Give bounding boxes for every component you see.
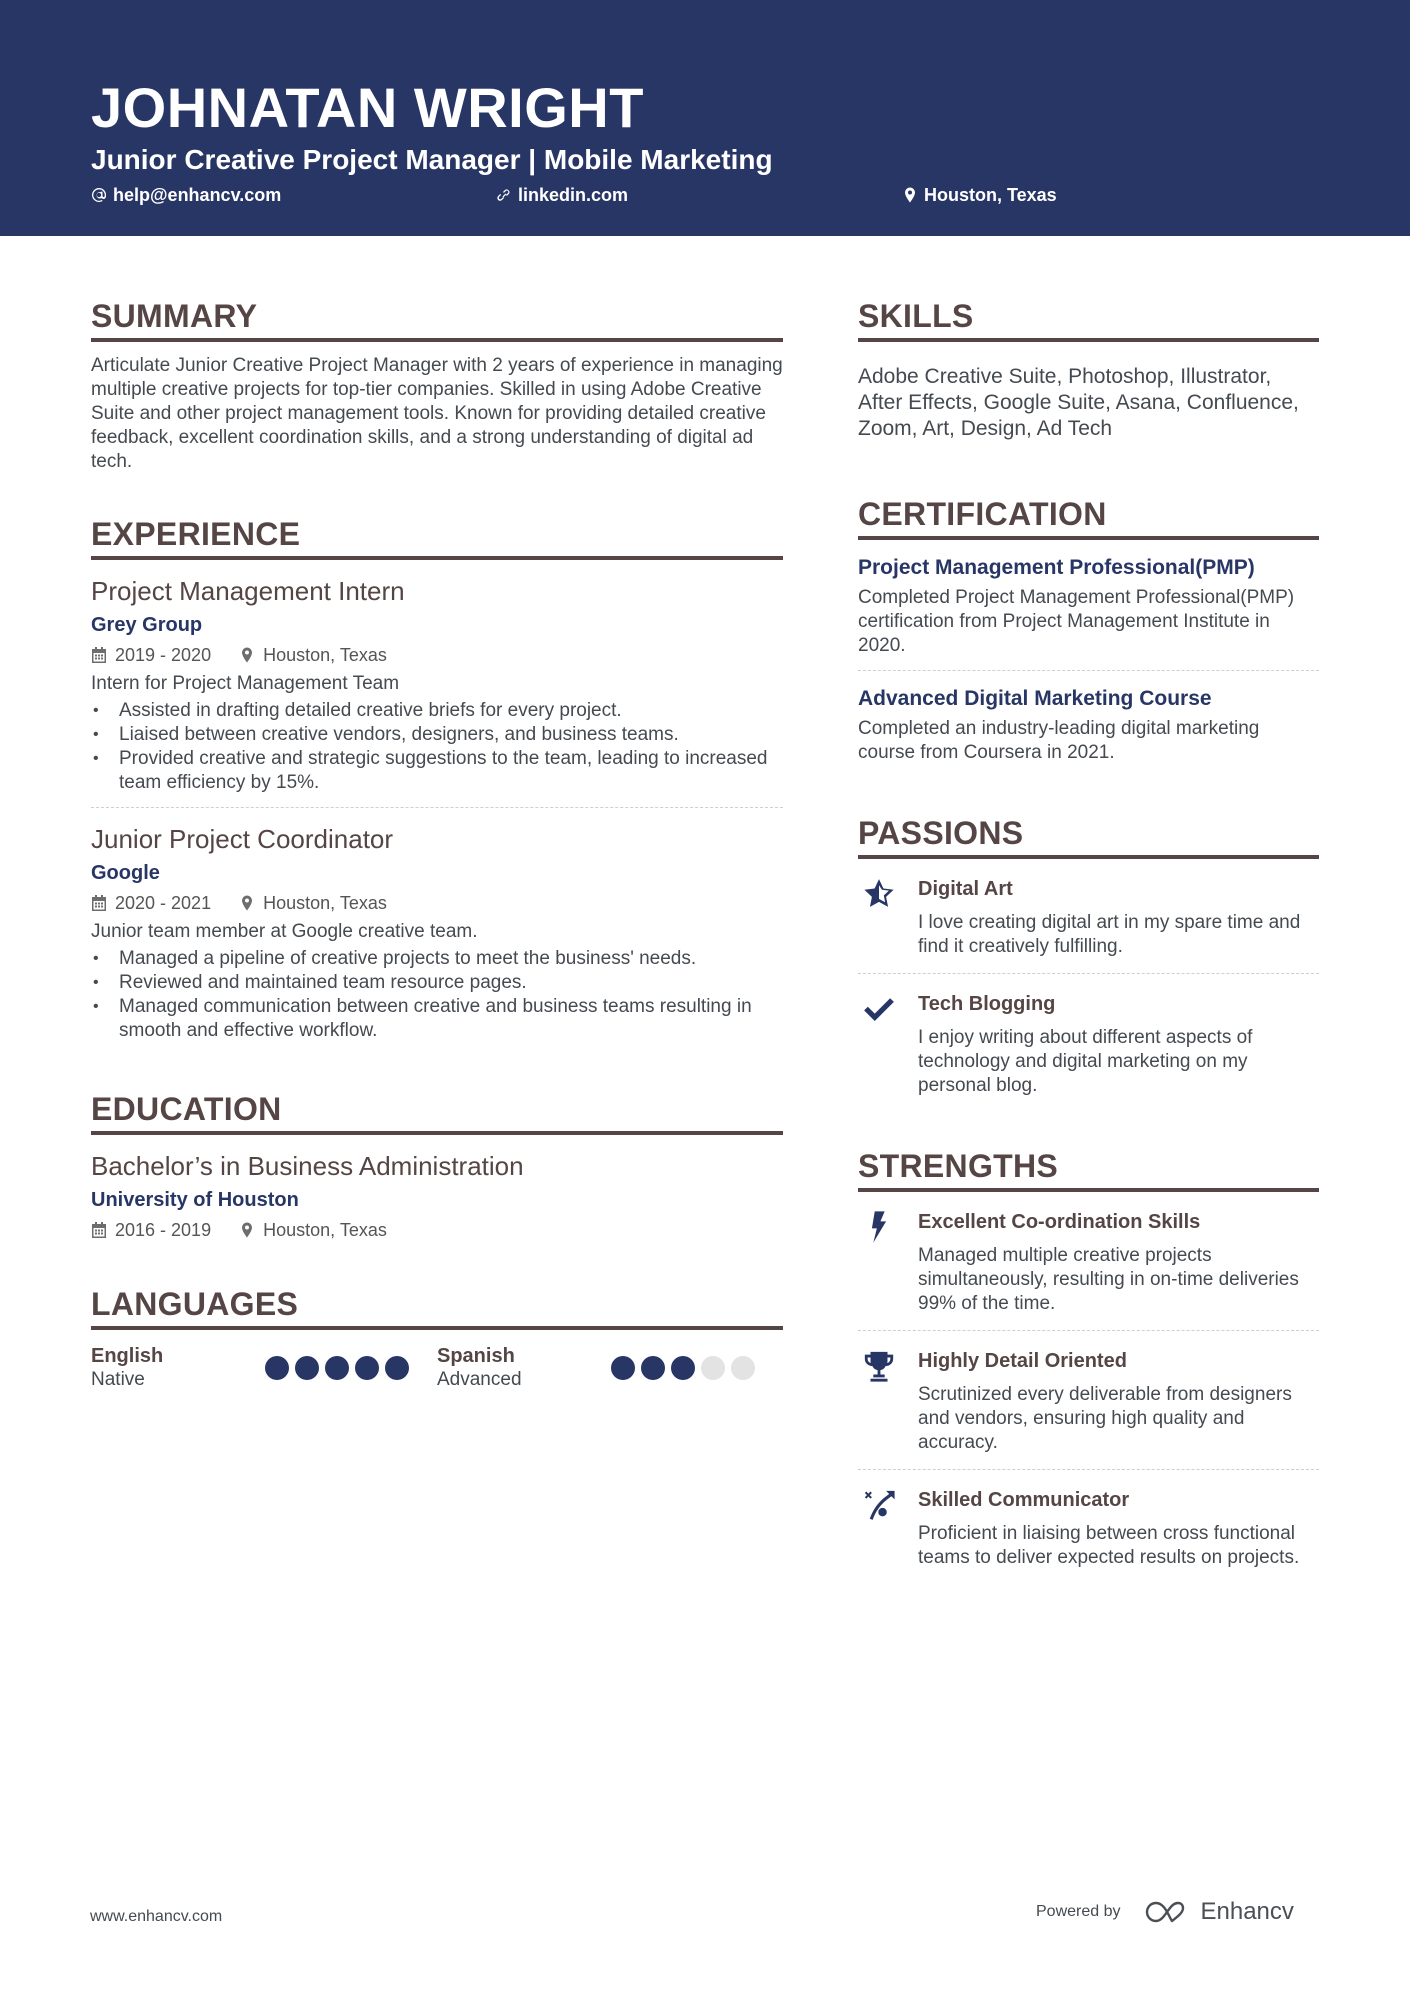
enhancv-logo[interactable] [1143,1898,1294,1926]
calendar-icon [91,647,107,663]
passion-description: I enjoy writing about different aspects of technology and digital marketing on my personal blog. [918,1027,1253,1096]
education-meta [91,1216,783,1244]
job-bullet: • Provided creative and strategic suggestions to the team, leading to increased team efficiency by 15%. [91,747,783,795]
languages-list [91,1344,783,1392]
job-bullet: • Liaised between creative vendors, designers, and business teams. [91,723,783,747]
section-title-certification: CERTIFICATION [858,494,1319,540]
contact-email-text: help@enhancv.com [113,185,282,205]
skills-text: Adobe Creative Suite, Photoshop, Illustrator, After Effects, Google Suite, Asana, Confluence, Zoom, Art, Design, Ad Tech [858,365,1299,440]
job-dates: 2020 - 2021 [115,893,212,913]
certification-section [858,494,1319,777]
location-pin-icon [239,647,255,663]
strength-description: Proficient in liaising between cross functional teams to deliver expected results on projects. [918,1523,1300,1568]
calendar-icon [91,1222,107,1238]
footer-branding [1036,1898,1294,1926]
language-item [91,1344,437,1392]
strength-item [858,1469,1319,1584]
powered-by-label: Powered by [1036,1903,1121,1920]
passion-item [858,973,1319,1112]
languages-section [91,1284,783,1392]
job-meta [91,641,783,669]
experience-section [91,514,783,1055]
job-dates: 2019 - 2020 [115,645,212,665]
strength-description: Scrutinized every deliverable from designers and vendors, ensuring high quality and accuracy. [918,1384,1292,1453]
section-title-passions: PASSIONS [858,813,1319,859]
company-name: Google [91,862,160,884]
education-dates: 2016 - 2019 [115,1220,212,1240]
job-bullets [91,699,783,795]
left-column [91,296,783,1432]
passion-description: I love creating digital art in my spare time and find it creatively fulfilling. [918,912,1301,957]
candidate-name: JOHNATAN WRIGHT [91,76,644,139]
enhancv-brand-text: Enhancv [1200,1898,1294,1925]
enhancv-logo-icon [1143,1899,1191,1925]
job-bullet: • Managed communication between creative and business teams resulting in smooth and effective workflow. [91,995,783,1043]
strength-item [858,1192,1319,1330]
location-pin-icon [239,895,255,911]
rating-dot-filled [265,1356,289,1380]
certification-title: Project Management Professional(PMP) [858,556,1255,579]
rating-dot-filled [325,1356,349,1380]
right-column [858,296,1319,1624]
location-pin-icon [239,1222,255,1238]
passion-title: Digital Art [918,878,1013,900]
strength-description: Managed multiple creative projects simultaneously, resulting in on-time deliveries 99% of the time. [918,1245,1299,1314]
rating-dot-filled [611,1356,635,1380]
lightning-bolt-icon [862,1210,896,1244]
contact-location [902,183,1057,207]
strength-title: Excellent Co-ordination Skills [918,1211,1201,1233]
language-level: Native [91,1369,145,1390]
rating-dot-empty [701,1356,725,1380]
contact-location-text: Houston, Texas [924,185,1057,205]
strategy-play-icon [862,1488,896,1522]
job-bullet: • Managed a pipeline of creative projects to meet the business' needs. [91,947,783,971]
contact-linkedin[interactable] [496,183,628,207]
passion-title: Tech Blogging [918,993,1056,1015]
footer-website-link[interactable]: www.enhancv.com [90,1908,223,1925]
education-section [91,1089,783,1244]
certification-item [858,540,1319,670]
language-rating-dots [265,1356,409,1380]
rating-dot-empty [731,1356,755,1380]
language-item [437,1344,783,1392]
section-title-strengths: STRENGTHS [858,1146,1319,1192]
strength-item [858,1330,1319,1469]
language-name: English [91,1345,164,1367]
section-title-languages: LANGUAGES [91,1284,783,1330]
skills-section [858,296,1319,442]
rating-dot-filled [355,1356,379,1380]
rating-dot-filled [295,1356,319,1380]
degree: Bachelor’s in Business Administration [91,1151,524,1181]
job-meta [91,889,783,917]
job-title: Project Management Intern [91,576,405,606]
summary-text: Articulate Junior Creative Project Manager with 2 years of experience in managing multiple creative projects for top-tier companies. Skilled in using Adobe Creative Suite and other project management tools. Known for providing detailed creative feedback, excellent coordination skills, and a strong understanding of digital ad tech. [91,355,783,472]
certification-title: Advanced Digital Marketing Course [858,687,1212,710]
job-bullet: • Reviewed and maintained team resource pages. [91,971,783,995]
certification-description: Completed an industry-leading digital marketing course from Coursera in 2021. [858,718,1260,763]
school-name: University of Houston [91,1189,299,1211]
language-rating-dots [611,1356,755,1380]
section-title-summary: SUMMARY [91,296,783,342]
contact-linkedin-text: linkedin.com [518,185,629,205]
experience-item [91,560,783,807]
rating-dot-filled [385,1356,409,1380]
section-title-skills: SKILLS [858,296,1319,342]
language-name: Spanish [437,1345,515,1367]
job-description: Intern for Project Management Team [91,673,400,694]
summary-section [91,296,783,474]
star-half-icon [862,877,896,911]
contact-row [91,183,1191,207]
rating-dot-filled [671,1356,695,1380]
certification-description: Completed Project Management Professional(PMP) certification from Project Management Institute in 2020. [858,587,1295,656]
job-bullets [91,947,783,1043]
rating-dot-filled [641,1356,665,1380]
at-icon [91,187,107,203]
language-level: Advanced [437,1369,522,1390]
job-location: Houston, Texas [263,645,387,665]
passions-section [858,813,1319,1112]
job-location: Houston, Texas [263,893,387,913]
experience-item [91,807,783,1055]
strength-title: Highly Detail Oriented [918,1350,1127,1372]
calendar-icon [91,895,107,911]
location-pin-icon [902,187,918,203]
checkmark-icon [862,992,896,1026]
education-item [91,1135,783,1244]
strength-title: Skilled Communicator [918,1489,1130,1511]
candidate-role: Junior Creative Project Manager | Mobile Marketing [91,144,773,175]
job-description: Junior team member at Google creative team. [91,921,478,942]
certification-item [858,670,1319,777]
link-icon [496,187,512,203]
resume-header [0,0,1410,236]
trophy-icon [862,1349,896,1383]
job-title: Junior Project Coordinator [91,824,394,854]
strengths-section [858,1146,1319,1584]
contact-email[interactable] [91,183,281,207]
education-location: Houston, Texas [263,1220,387,1240]
company-name: Grey Group [91,614,203,636]
section-title-experience: EXPERIENCE [91,514,783,560]
section-title-education: EDUCATION [91,1089,783,1135]
passion-item [858,859,1319,973]
job-bullet: • Assisted in drafting detailed creative briefs for every project. [91,699,783,723]
